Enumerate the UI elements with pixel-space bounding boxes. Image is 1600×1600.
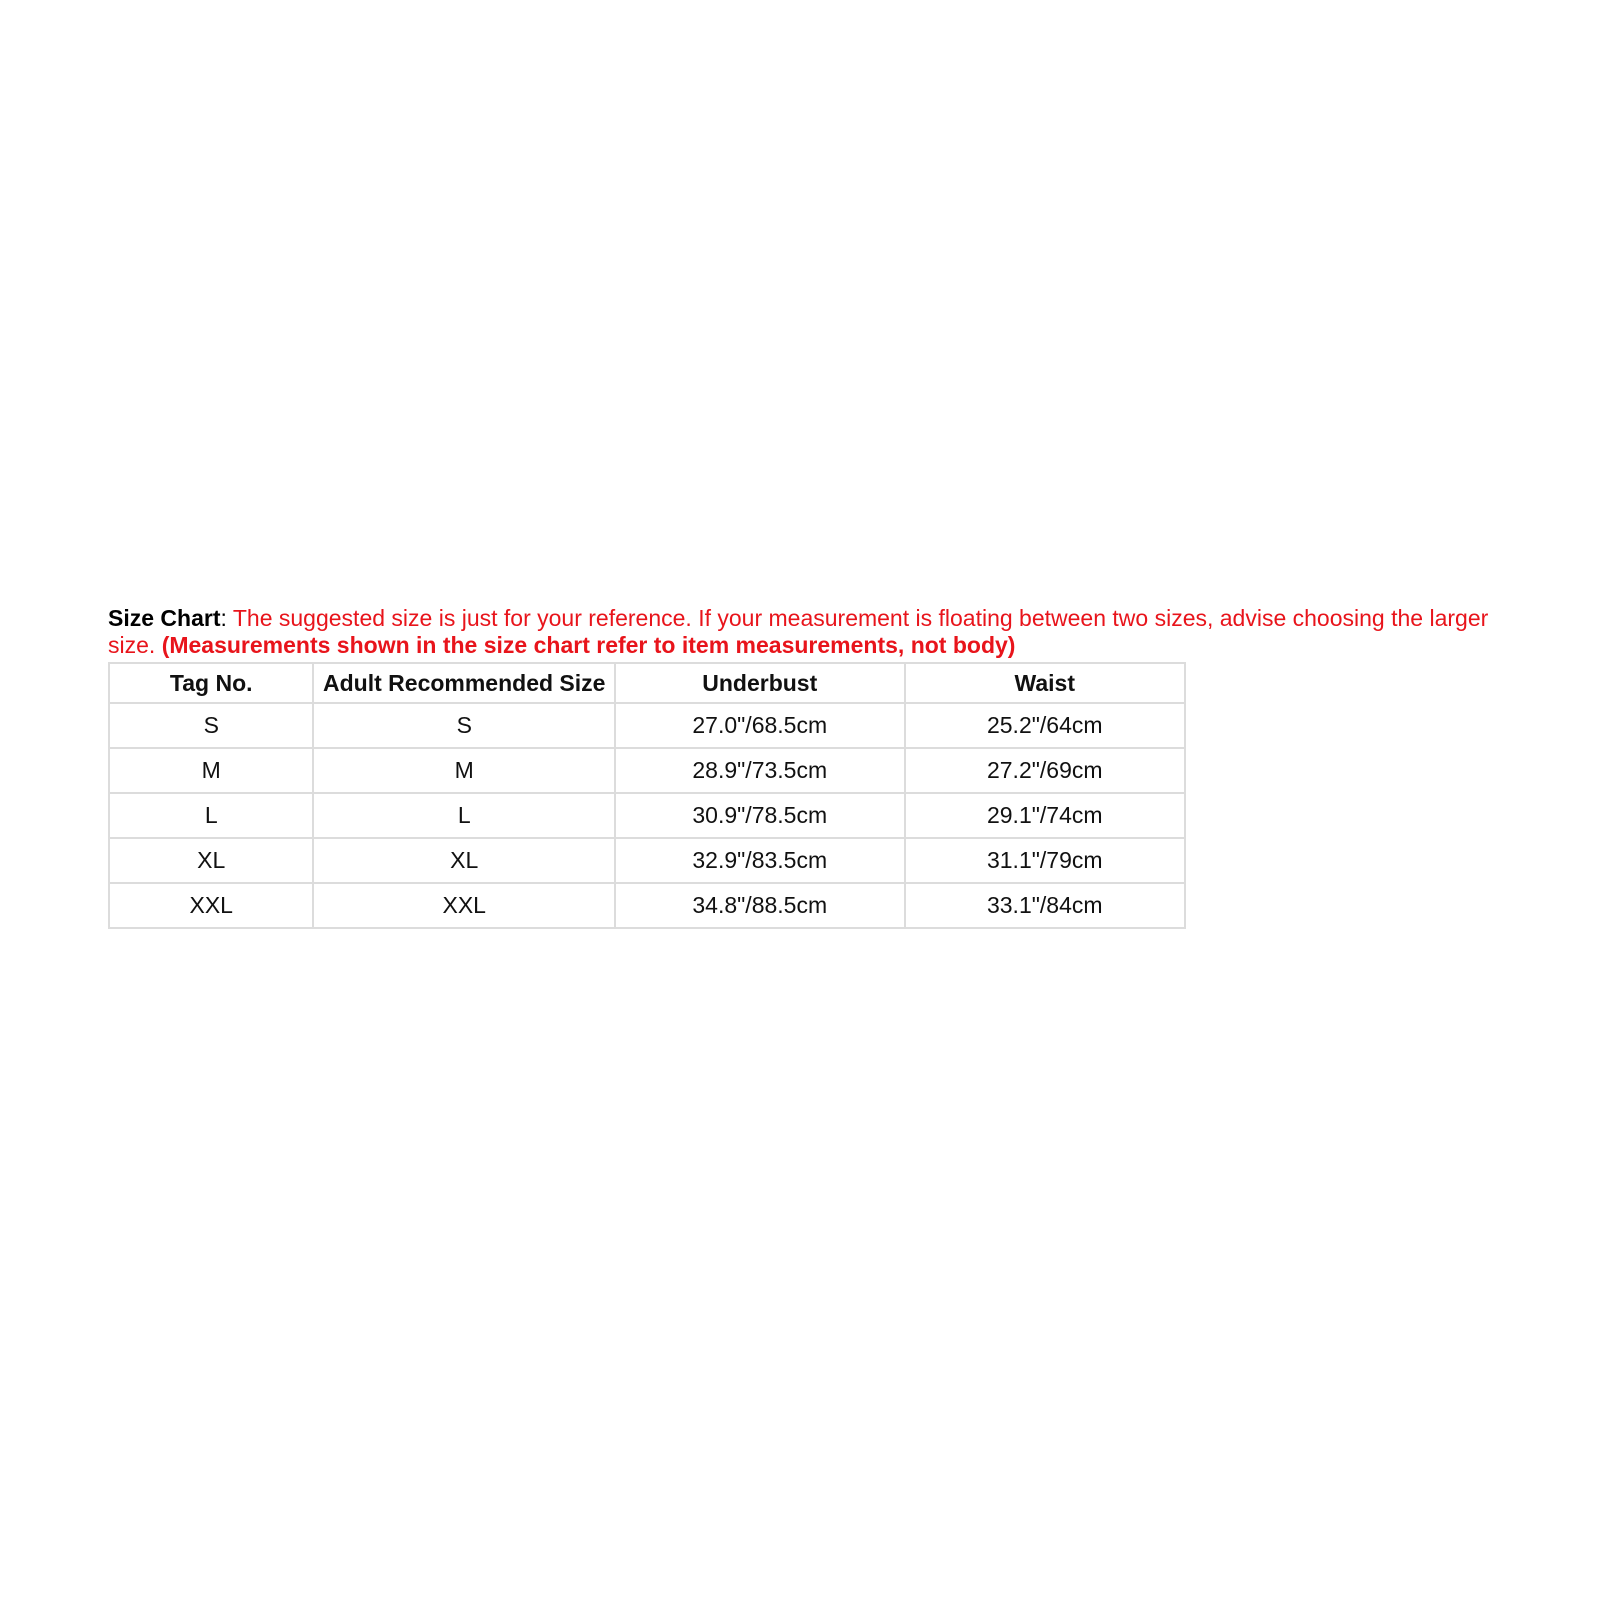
cell-waist: 29.1"/74cm (905, 793, 1186, 838)
cell-adult-size: XXL (313, 883, 615, 928)
size-chart-advice: The suggested size is just for your reference. If your measurement is floating between two sizes, advise choosing the larger size. (108, 605, 1489, 658)
cell-tag-no: XL (109, 838, 313, 883)
cell-waist: 25.2"/64cm (905, 703, 1186, 748)
header-adult-recommended-size: Adult Recommended Size (313, 663, 615, 703)
cell-tag-no: XXL (109, 883, 313, 928)
cell-waist: 27.2"/69cm (905, 748, 1186, 793)
cell-tag-no: L (109, 793, 313, 838)
cell-waist: 31.1"/79cm (905, 838, 1186, 883)
table-row (109, 883, 1185, 928)
header-waist: Waist (905, 663, 1186, 703)
table-header-row (109, 663, 1185, 703)
size-chart-heading: Size Chart (108, 605, 221, 631)
header-underbust: Underbust (615, 663, 904, 703)
cell-tag-no: S (109, 703, 313, 748)
table-row (109, 838, 1185, 883)
cell-underbust: 28.9"/73.5cm (615, 748, 904, 793)
cell-underbust: 30.9"/78.5cm (615, 793, 904, 838)
table-row (109, 703, 1185, 748)
size-table (108, 662, 1186, 929)
size-chart-intro (108, 605, 1528, 659)
cell-waist: 33.1"/84cm (905, 883, 1186, 928)
header-tag-no: Tag No. (109, 663, 313, 703)
cell-adult-size: L (313, 793, 615, 838)
table-row (109, 748, 1185, 793)
table-row (109, 793, 1185, 838)
cell-adult-size: S (313, 703, 615, 748)
cell-underbust: 34.8"/88.5cm (615, 883, 904, 928)
size-chart-measurement-note: (Measurements shown in the size chart refer to item measurements, not body) (161, 632, 1016, 658)
cell-underbust: 32.9"/83.5cm (615, 838, 904, 883)
cell-adult-size: M (313, 748, 615, 793)
size-chart-colon: : (220, 605, 233, 631)
cell-adult-size: XL (313, 838, 615, 883)
cell-underbust: 27.0"/68.5cm (615, 703, 904, 748)
size-chart-section (108, 605, 1528, 929)
cell-tag-no: M (109, 748, 313, 793)
